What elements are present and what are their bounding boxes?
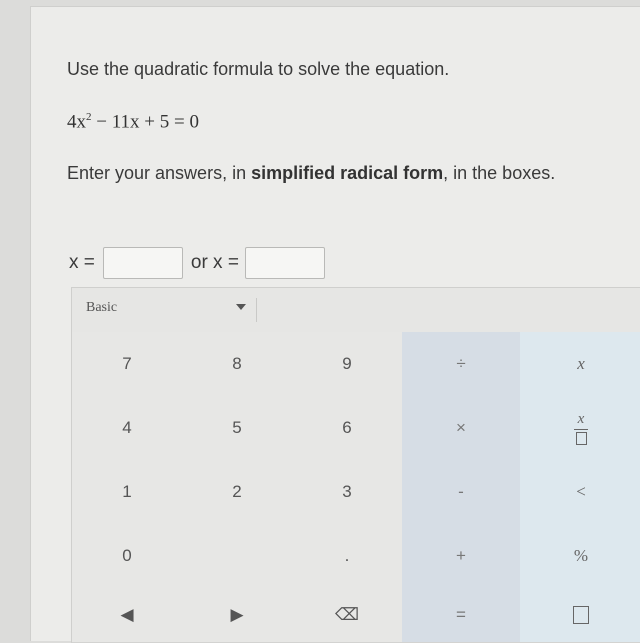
key-plus[interactable]: +	[402, 524, 521, 589]
key-empty	[182, 524, 293, 589]
key-5[interactable]: 5	[182, 396, 293, 461]
key-8[interactable]: 8	[182, 332, 293, 397]
key-divide[interactable]: ÷	[402, 332, 521, 397]
question-prompt: Use the quadratic formula to solve the equation.	[67, 59, 450, 79]
instructions-pre: Enter your answers, in	[67, 163, 252, 183]
key-2[interactable]: 2	[182, 460, 293, 525]
key-fraction[interactable]	[520, 396, 640, 461]
key-multiply[interactable]: ×	[402, 396, 521, 461]
answer-label-2: or x =	[190, 252, 239, 273]
instructions-post: , in the boxes.	[443, 163, 556, 183]
answer-input-1[interactable]	[103, 247, 183, 279]
key-decimal[interactable]: .	[292, 524, 403, 589]
instructions-bold: simplified radical form	[251, 163, 444, 183]
keypad-header	[72, 288, 640, 333]
key-backspace-icon[interactable]: ⌫	[292, 588, 403, 643]
header-divider	[256, 298, 257, 322]
keypad-mode-select[interactable]: Basic	[86, 300, 118, 315]
key-7[interactable]: 7	[72, 332, 183, 397]
key-1[interactable]: 1	[72, 460, 183, 525]
key-cursor-left-icon[interactable]: ◀	[72, 588, 183, 643]
fraction-bar	[574, 429, 588, 430]
key-box-icon[interactable]	[520, 588, 640, 643]
key-6[interactable]: 6	[292, 396, 403, 461]
key-9[interactable]: 9	[292, 332, 403, 397]
key-cursor-right-icon[interactable]: ▶	[182, 588, 293, 643]
key-equals[interactable]: =	[402, 588, 521, 643]
key-0[interactable]: 0	[72, 524, 183, 589]
question-panel	[30, 6, 640, 641]
answer-input-2[interactable]	[245, 247, 325, 279]
key-4[interactable]: 4	[72, 396, 183, 461]
equation-exponent: 2	[86, 111, 92, 123]
key-3[interactable]: 3	[292, 460, 403, 525]
fraction-icon	[574, 412, 588, 445]
equation	[67, 111, 199, 133]
box-icon	[573, 606, 589, 624]
key-variable-x[interactable]: x	[520, 332, 640, 397]
answer-label-1: x =	[69, 252, 95, 273]
dropdown-arrow-icon[interactable]	[236, 304, 246, 310]
equation-term-a: 4x	[67, 111, 86, 133]
fraction-numerator: x	[577, 410, 585, 427]
instructions	[67, 163, 555, 184]
key-minus[interactable]: -	[402, 460, 521, 525]
math-keypad	[71, 287, 640, 643]
key-percent[interactable]: %	[520, 524, 640, 589]
answer-row	[69, 247, 325, 279]
fraction-denominator-box	[576, 432, 587, 445]
equation-rest: − 11x + 5 = 0	[91, 111, 199, 133]
key-less-than[interactable]: <	[520, 460, 640, 525]
